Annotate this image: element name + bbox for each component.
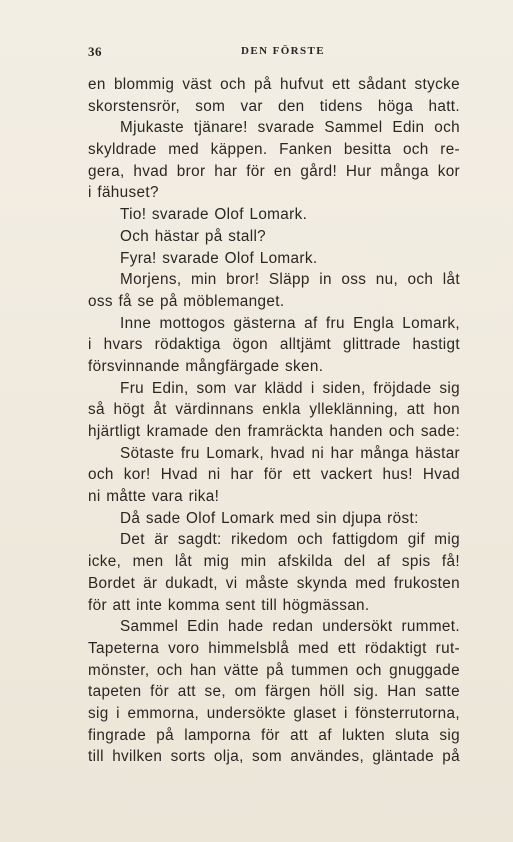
text-line: för att inte komma sent till högmässan. bbox=[88, 596, 370, 614]
page-number: 36 bbox=[88, 44, 102, 59]
text-line: fingrade på lamporna för att af lukten sluta sig bbox=[88, 726, 460, 744]
running-head bbox=[88, 44, 460, 62]
text-line: icke, men låt mig min afskilda del af spis få! bbox=[88, 553, 460, 571]
text-line: Sötaste fru Lomark, hvad ni har många hästar bbox=[120, 444, 460, 462]
text-line: ni måtte vara rika! bbox=[88, 488, 220, 506]
text-line: en blommig väst och på hufvut ett sådant stycke bbox=[88, 76, 460, 93]
text-line: Och hästar på stall? bbox=[120, 227, 267, 245]
text-line: skorstensrör, som var den tidens höga hatt. bbox=[88, 97, 460, 115]
text-line: i fähuset? bbox=[88, 184, 159, 202]
text-line: Inne mottogos gästerna af fru Engla Lomark, bbox=[120, 314, 460, 332]
text-line: sig i emmorna, undersökte glaset i fönsterrutorna, bbox=[88, 704, 460, 722]
body-text bbox=[88, 74, 460, 768]
text-line: och kor! Hvad ni har för ett vackert hus! Hvad bbox=[88, 466, 460, 484]
text-line: i hvars rödaktiga ögon alltjämt glittrade hastigt bbox=[88, 336, 460, 354]
text-line: oss få se på möblemanget. bbox=[88, 292, 285, 310]
text-line: skyldrade med käppen. Fanken besitta och re- bbox=[88, 141, 460, 159]
text-line: försvinnande mångfärgade sken. bbox=[88, 357, 324, 375]
text-line: Tio! svarade Olof Lomark. bbox=[120, 206, 308, 224]
text-line: Tapeterna voro himmelsblå med ett rödaktigt rut- bbox=[88, 639, 460, 657]
text-line: Fru Edin, som var klädd i siden, fröjdade sig bbox=[120, 379, 460, 397]
text-line: Mjukaste tjänare! svarade Sammel Edin och bbox=[120, 119, 460, 137]
text-line: tapeten för att se, om färgen höll sig. Han satte bbox=[88, 683, 460, 701]
text-line: Det är sagdt: rikedom och fattigdom gif mig bbox=[120, 531, 460, 549]
text-line: så högt åt värdinnans enkla ylleklänning, att hon bbox=[88, 401, 460, 419]
text-line: till hvilken sorts olja, som användes, gläntade på bbox=[88, 748, 460, 766]
running-title: DEN FÖRSTE bbox=[241, 45, 325, 57]
text-line: gera, hvad bror har för en gård! Hur många kor bbox=[88, 162, 460, 180]
text-line: Då sade Olof Lomark med sin djupa röst: bbox=[120, 509, 419, 527]
text-line: Morjens, min bror! Släpp in oss nu, och låt bbox=[120, 271, 460, 289]
text-line: Sammel Edin hade redan undersökt rummet. bbox=[120, 618, 460, 636]
text-line: mönster, och han vätte på tummen och gnuggade bbox=[88, 661, 460, 679]
text-line: Fyra! svarade Olof Lomark. bbox=[120, 249, 318, 267]
text-line: hjärtligt kramade den framräckta handen och sade: bbox=[88, 423, 460, 440]
text-line: Bordet är dukadt, vi måste skynda med frukosten bbox=[88, 574, 460, 592]
